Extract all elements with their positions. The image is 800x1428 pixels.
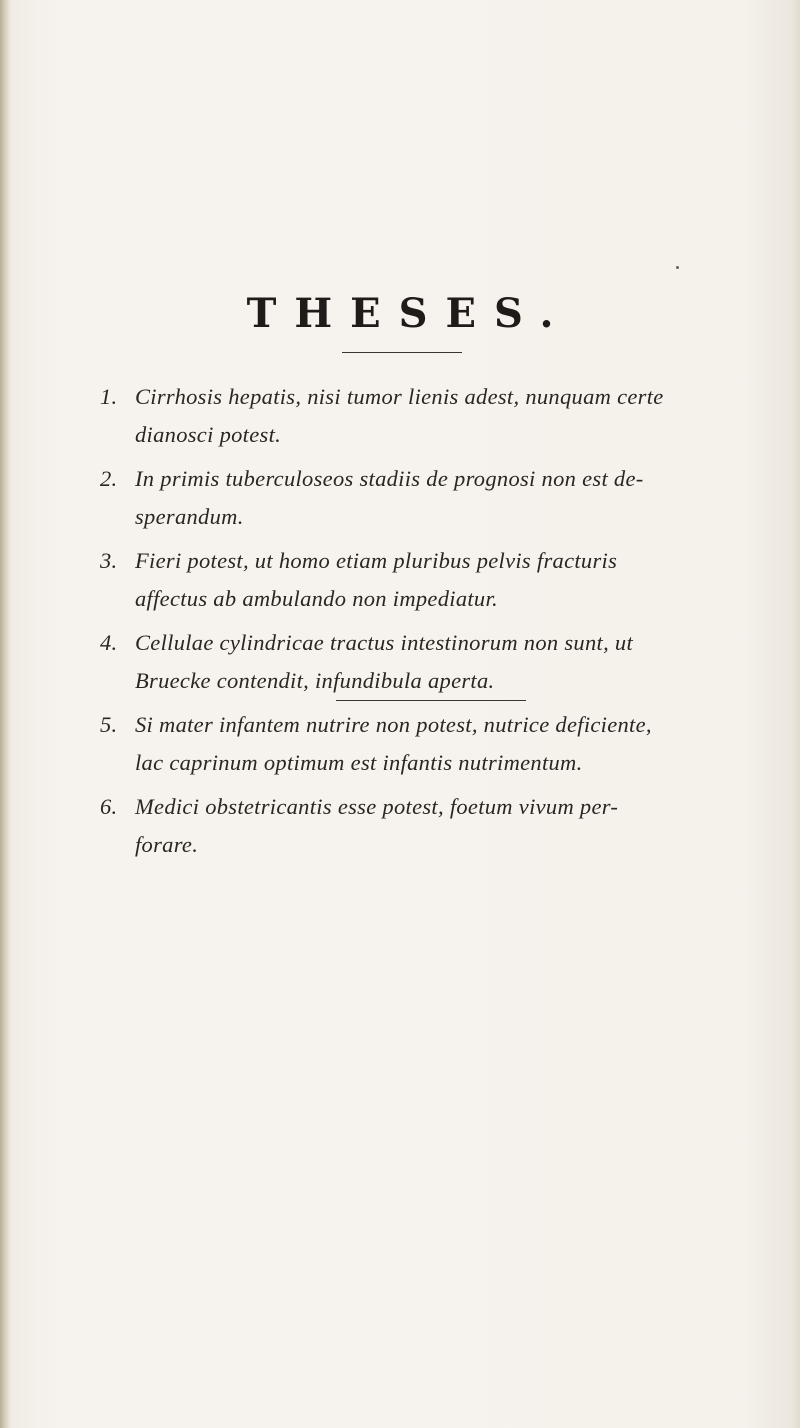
thesis-number: 6.: [100, 794, 118, 819]
closing-divider: [336, 700, 526, 701]
thesis-item-1: [100, 378, 790, 454]
thesis-text-line: lac caprinum optimum est infantis nutrimentum.: [135, 750, 583, 775]
thesis-text-line: Si mater infantem nutrire non potest, nutrice deficiente,: [135, 712, 652, 737]
thesis-number: 1.: [100, 384, 118, 409]
thesis-number: 5.: [100, 712, 118, 737]
binding-edge: [0, 0, 10, 1428]
thesis-text-line: In primis tuberculoseos stadiis de prognosi non est de-: [135, 466, 644, 491]
thesis-text-line: dianosci potest.: [135, 422, 282, 447]
thesis-item-4: [100, 624, 790, 700]
thesis-text-line: Cellulae cylindricae tractus intestinorum non sunt, ut: [135, 630, 634, 655]
page-title: THESES.: [246, 290, 572, 337]
title-divider: [342, 352, 462, 353]
thesis-item-3: [100, 542, 790, 618]
thesis-number: 2.: [100, 466, 118, 491]
thesis-item-5: [100, 706, 790, 782]
thesis-text-line: Fieri potest, ut homo etiam pluribus pelvis fracturis: [135, 548, 618, 573]
thesis-text-line: affectus ab ambulando non impediatur.: [135, 586, 498, 611]
thesis-text-line: Cirrhosis hepatis, nisi tumor lienis adest, nunquam certe: [135, 384, 664, 409]
thesis-item-6: [100, 788, 790, 864]
thesis-number: 4.: [100, 630, 118, 655]
thesis-text-line: sperandum.: [135, 504, 244, 529]
thesis-text-line: Bruecke contendit, infundibula aperta.: [135, 668, 495, 693]
theses-list: [100, 378, 790, 870]
thesis-text-line: Medici obstetricantis esse potest, foetum vivum per-: [135, 794, 619, 819]
thesis-text-line: forare.: [135, 832, 199, 857]
paper-speck: [676, 266, 679, 269]
thesis-item-2: [100, 460, 790, 536]
thesis-number: 3.: [100, 548, 118, 573]
